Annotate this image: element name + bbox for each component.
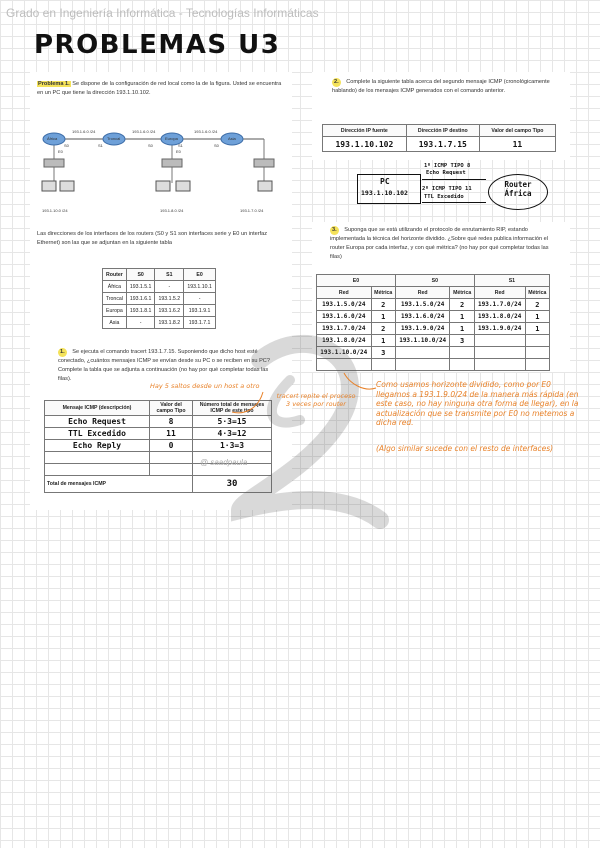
- table-header: Router: [103, 269, 127, 281]
- table-cell[interactable]: [474, 347, 525, 359]
- table-header: Red: [317, 287, 372, 299]
- table-row: [103, 305, 216, 317]
- table-row: [103, 317, 216, 329]
- table-cell[interactable]: [45, 452, 150, 464]
- table-cell[interactable]: 2: [371, 323, 395, 335]
- iface-label: E0: [176, 149, 181, 154]
- link-label: 193.1.6.0 /24: [72, 129, 96, 134]
- table-cell[interactable]: [45, 464, 150, 476]
- iface-label: S0: [64, 143, 69, 148]
- group-header: E0: [317, 275, 396, 287]
- sketch-msg1: 1º ICMP TIPO 8: [424, 163, 471, 169]
- table-cell[interactable]: 193.1.6.0/24: [317, 311, 372, 323]
- table-cell[interactable]: TTL Excedido: [45, 428, 150, 440]
- switch-icon: [162, 159, 182, 167]
- lan-label: 193.1.8.0 /24: [160, 208, 184, 213]
- table-header: Red: [395, 287, 450, 299]
- arrow-right: [422, 179, 486, 180]
- table-cell[interactable]: 193.1.5.0/24: [395, 299, 450, 311]
- table-row: [103, 281, 216, 293]
- problem1-label: Problema 1.: [38, 81, 70, 87]
- table-header: Valor del campo Tipo: [150, 401, 193, 416]
- table-cell: 193.1.5.1: [126, 281, 155, 293]
- table-cell: Europa: [103, 305, 127, 317]
- table-cell[interactable]: 1: [371, 311, 395, 323]
- q1-number: 1.: [60, 349, 65, 355]
- table-cell[interactable]: 1: [450, 323, 474, 335]
- problem1-text: Se dispone de la configuración de red local como la de la figura. Usted se encuentra en un PC que tiene la dirección 193.1.10.102.: [37, 81, 282, 96]
- table-cell: 193.1.6.1: [126, 293, 155, 305]
- table-cell: -: [184, 293, 216, 305]
- group-header: S0: [395, 275, 474, 287]
- table-cell[interactable]: 193.1.9.0/24: [474, 323, 525, 335]
- table-cell[interactable]: 1: [371, 335, 395, 347]
- sketch-pc-label: PC: [380, 177, 390, 186]
- total-value[interactable]: 30: [193, 476, 272, 493]
- table-cell: 193.1.7.1: [184, 317, 216, 329]
- table-header: S0: [126, 269, 155, 281]
- table-cell: 193.1.8.1: [126, 305, 155, 317]
- arrow-left: [422, 202, 486, 203]
- iface-label: S1: [178, 143, 183, 148]
- note-tracert: tracert repite el proceso 3 veces por router: [276, 392, 356, 408]
- table-cell: Asia: [103, 317, 127, 329]
- note-arrow: [228, 390, 268, 420]
- table-cell[interactable]: 1: [450, 311, 474, 323]
- table-cell[interactable]: 0: [150, 440, 193, 452]
- table-cell: 193.1.6.2: [155, 305, 184, 317]
- link-label: 193.1.6.0 /24: [132, 129, 156, 134]
- table-cell[interactable]: 193.1.7.0/24: [317, 323, 372, 335]
- q3-number: 3.: [332, 227, 337, 233]
- table-cell[interactable]: 5·3=15: [193, 416, 272, 428]
- table-cell[interactable]: [450, 347, 474, 359]
- table-row: [323, 137, 556, 152]
- note-horizon: Como usamos horizonte dividido, como por E0 llegamos a 193.1.9.0/24 de la manera más rápida (en este caso, no hay ninguna otra forma de llegar), en la actualización que se transmite por E0 no metemos a dicha red.: [376, 380, 579, 427]
- table-cell[interactable]: 193.1.8.0/24: [474, 311, 525, 323]
- watermark-text: @ saadpaula: [200, 458, 248, 467]
- table-cell[interactable]: 2: [371, 299, 395, 311]
- table-cell[interactable]: 193.1.6.0/24: [395, 311, 450, 323]
- table-cell[interactable]: 193.1.10.102: [323, 137, 407, 152]
- iface-label: S0: [214, 143, 219, 148]
- sketch-msg2: 2º ICMP TIPO 11: [422, 186, 472, 192]
- table-header: Número total de mensajes ICMP de este tipo: [193, 401, 272, 416]
- total-label: Total de mensajes ICMP: [45, 476, 193, 493]
- table-cell[interactable]: [395, 359, 450, 371]
- q3-statement: [330, 226, 556, 262]
- group-header: S1: [474, 275, 549, 287]
- q3-text: Suponga que se está utilizando el protocolo de enrutamiento RIP, estando implementada la técnica del horizonte dividido. ¿Sobre qué redes publica información el router Europa por cada interfaz, y con qué métrica? (no hay por qué completar todas las filas): [330, 227, 549, 260]
- table-header: Dirección IP fuente: [323, 125, 407, 137]
- table-cell[interactable]: 11: [150, 428, 193, 440]
- table-header: Dirección IP destino: [406, 125, 479, 137]
- table-cell[interactable]: 8: [150, 416, 193, 428]
- switch-icon: [254, 159, 274, 167]
- table-cell[interactable]: [525, 359, 549, 371]
- table-cell[interactable]: 11: [479, 137, 555, 152]
- q2-text: Complete la siguiente tabla acerca del segundo mensaje ICMP (cronológicamente hablando) de los mensajes ICMP generados con el comando anterior.: [332, 79, 550, 94]
- table-cell[interactable]: 193.1.10.0/24: [317, 347, 372, 359]
- table-cell[interactable]: 1: [525, 323, 549, 335]
- q1-text: Se ejecuta el comando tracert 193.1.7.15. Suponiendo que dicho host esté conectado, ¿cuántos mensajes ICMP se envían desde su PC o se reciben en su PC? Complete la tabla que se adjunta a continuación (no hay por qué completar todas las filas).: [58, 349, 270, 382]
- table-cell[interactable]: Echo Request: [45, 416, 150, 428]
- lan-label: 193.1.10.0 /24: [42, 208, 68, 213]
- table-cell: 193.1.9.1: [184, 305, 216, 317]
- table-cell[interactable]: 193.1.7.0/24: [474, 299, 525, 311]
- sketch-msg1b: Echo Request: [426, 170, 466, 176]
- note-hops: Hay 5 saltos desde un host a otro: [150, 382, 260, 390]
- table-cell[interactable]: 193.1.8.0/24: [317, 335, 372, 347]
- q2-number: 2.: [334, 79, 339, 85]
- table-cell: 193.1.8.2: [155, 317, 184, 329]
- table-header: Red: [474, 287, 525, 299]
- problem1-statement: [37, 80, 285, 98]
- sketch-router-label: Router África: [504, 180, 532, 198]
- pc-icon: [42, 181, 56, 191]
- course-header: Grado en Ingeniería Informática - Tecnologías Informáticas: [6, 6, 319, 20]
- table-header: Mensaje ICMP (descripción): [45, 401, 150, 416]
- table-header: Valor del campo Tipo: [479, 125, 555, 137]
- note-arrow: [340, 370, 380, 395]
- table-header: Métrica: [450, 287, 474, 299]
- switch-icon: [44, 159, 64, 167]
- table-cell: 193.1.10.1: [184, 281, 216, 293]
- table-cell[interactable]: [395, 347, 450, 359]
- router-label-troncal: Troncal: [107, 136, 121, 141]
- table-cell[interactable]: 1: [525, 311, 549, 323]
- table-header: Métrica: [371, 287, 395, 299]
- table-cell: -: [155, 281, 184, 293]
- watermark-scribble: [200, 300, 390, 560]
- table-cell[interactable]: [525, 335, 549, 347]
- table-row: [103, 293, 216, 305]
- q2-table: [322, 124, 556, 152]
- table-cell[interactable]: 193.1.5.0/24: [317, 299, 372, 311]
- sketch-pc-ip: 193.1.10.102: [361, 189, 408, 197]
- network-diagram: [34, 125, 284, 217]
- table-header: S1: [155, 269, 184, 281]
- table-cell[interactable]: 1·3=3: [193, 440, 272, 452]
- table-cell[interactable]: 2: [450, 299, 474, 311]
- pc-icon: [258, 181, 272, 191]
- table-cell[interactable]: 193.1.7.15: [406, 137, 479, 152]
- table-cell: Troncal: [103, 293, 127, 305]
- q2-statement: [332, 78, 558, 96]
- table-cell[interactable]: 193.1.10.0/24: [395, 335, 450, 347]
- note-horizon2: (Algo similar sucede con el resto de interfaces): [376, 444, 554, 453]
- table-cell[interactable]: [450, 359, 474, 371]
- pc-icon: [156, 181, 170, 191]
- table-header: E0: [184, 269, 216, 281]
- table-header: Métrica: [525, 287, 549, 299]
- router-label-asia: Asia: [228, 136, 236, 141]
- table-cell[interactable]: 193.1.9.0/24: [395, 323, 450, 335]
- table-cell[interactable]: 2: [525, 299, 549, 311]
- sketch-msg2b: TTL Excedido: [424, 194, 464, 200]
- pc-icon: [176, 181, 190, 191]
- table-cell[interactable]: [150, 452, 193, 464]
- pc-icon: [60, 181, 74, 191]
- router-table: [102, 268, 216, 329]
- router-label-europa: Europa: [165, 136, 178, 141]
- page-title: PROBLEMAS U3: [34, 30, 281, 60]
- table-cell[interactable]: 3: [371, 347, 395, 359]
- router-label-africa: África: [47, 136, 58, 141]
- iface-label: S1: [98, 143, 103, 148]
- table-cell[interactable]: 3: [450, 335, 474, 347]
- table-cell: -: [126, 317, 155, 329]
- table-cell: 193.1.5.2: [155, 293, 184, 305]
- table-cell[interactable]: 4·3=12: [193, 428, 272, 440]
- iface-label: S0: [148, 143, 153, 148]
- iface-label: E0: [58, 149, 63, 154]
- table-cell[interactable]: [150, 464, 193, 476]
- problem1-text2: Las direcciones de los interfaces de los routers (S0 y S1 son interfaces serie y E0 un interfaz Ethernet) son las que se adjuntan en la siguiente tabla: [37, 231, 268, 246]
- lan-label: 193.1.7.0 /24: [240, 208, 264, 213]
- table-cell[interactable]: [474, 335, 525, 347]
- table-cell: África: [103, 281, 127, 293]
- link-label: 193.1.6.0 /24: [194, 129, 218, 134]
- table-cell[interactable]: Echo Reply: [45, 440, 150, 452]
- table-cell[interactable]: [525, 347, 549, 359]
- table-cell[interactable]: [474, 359, 525, 371]
